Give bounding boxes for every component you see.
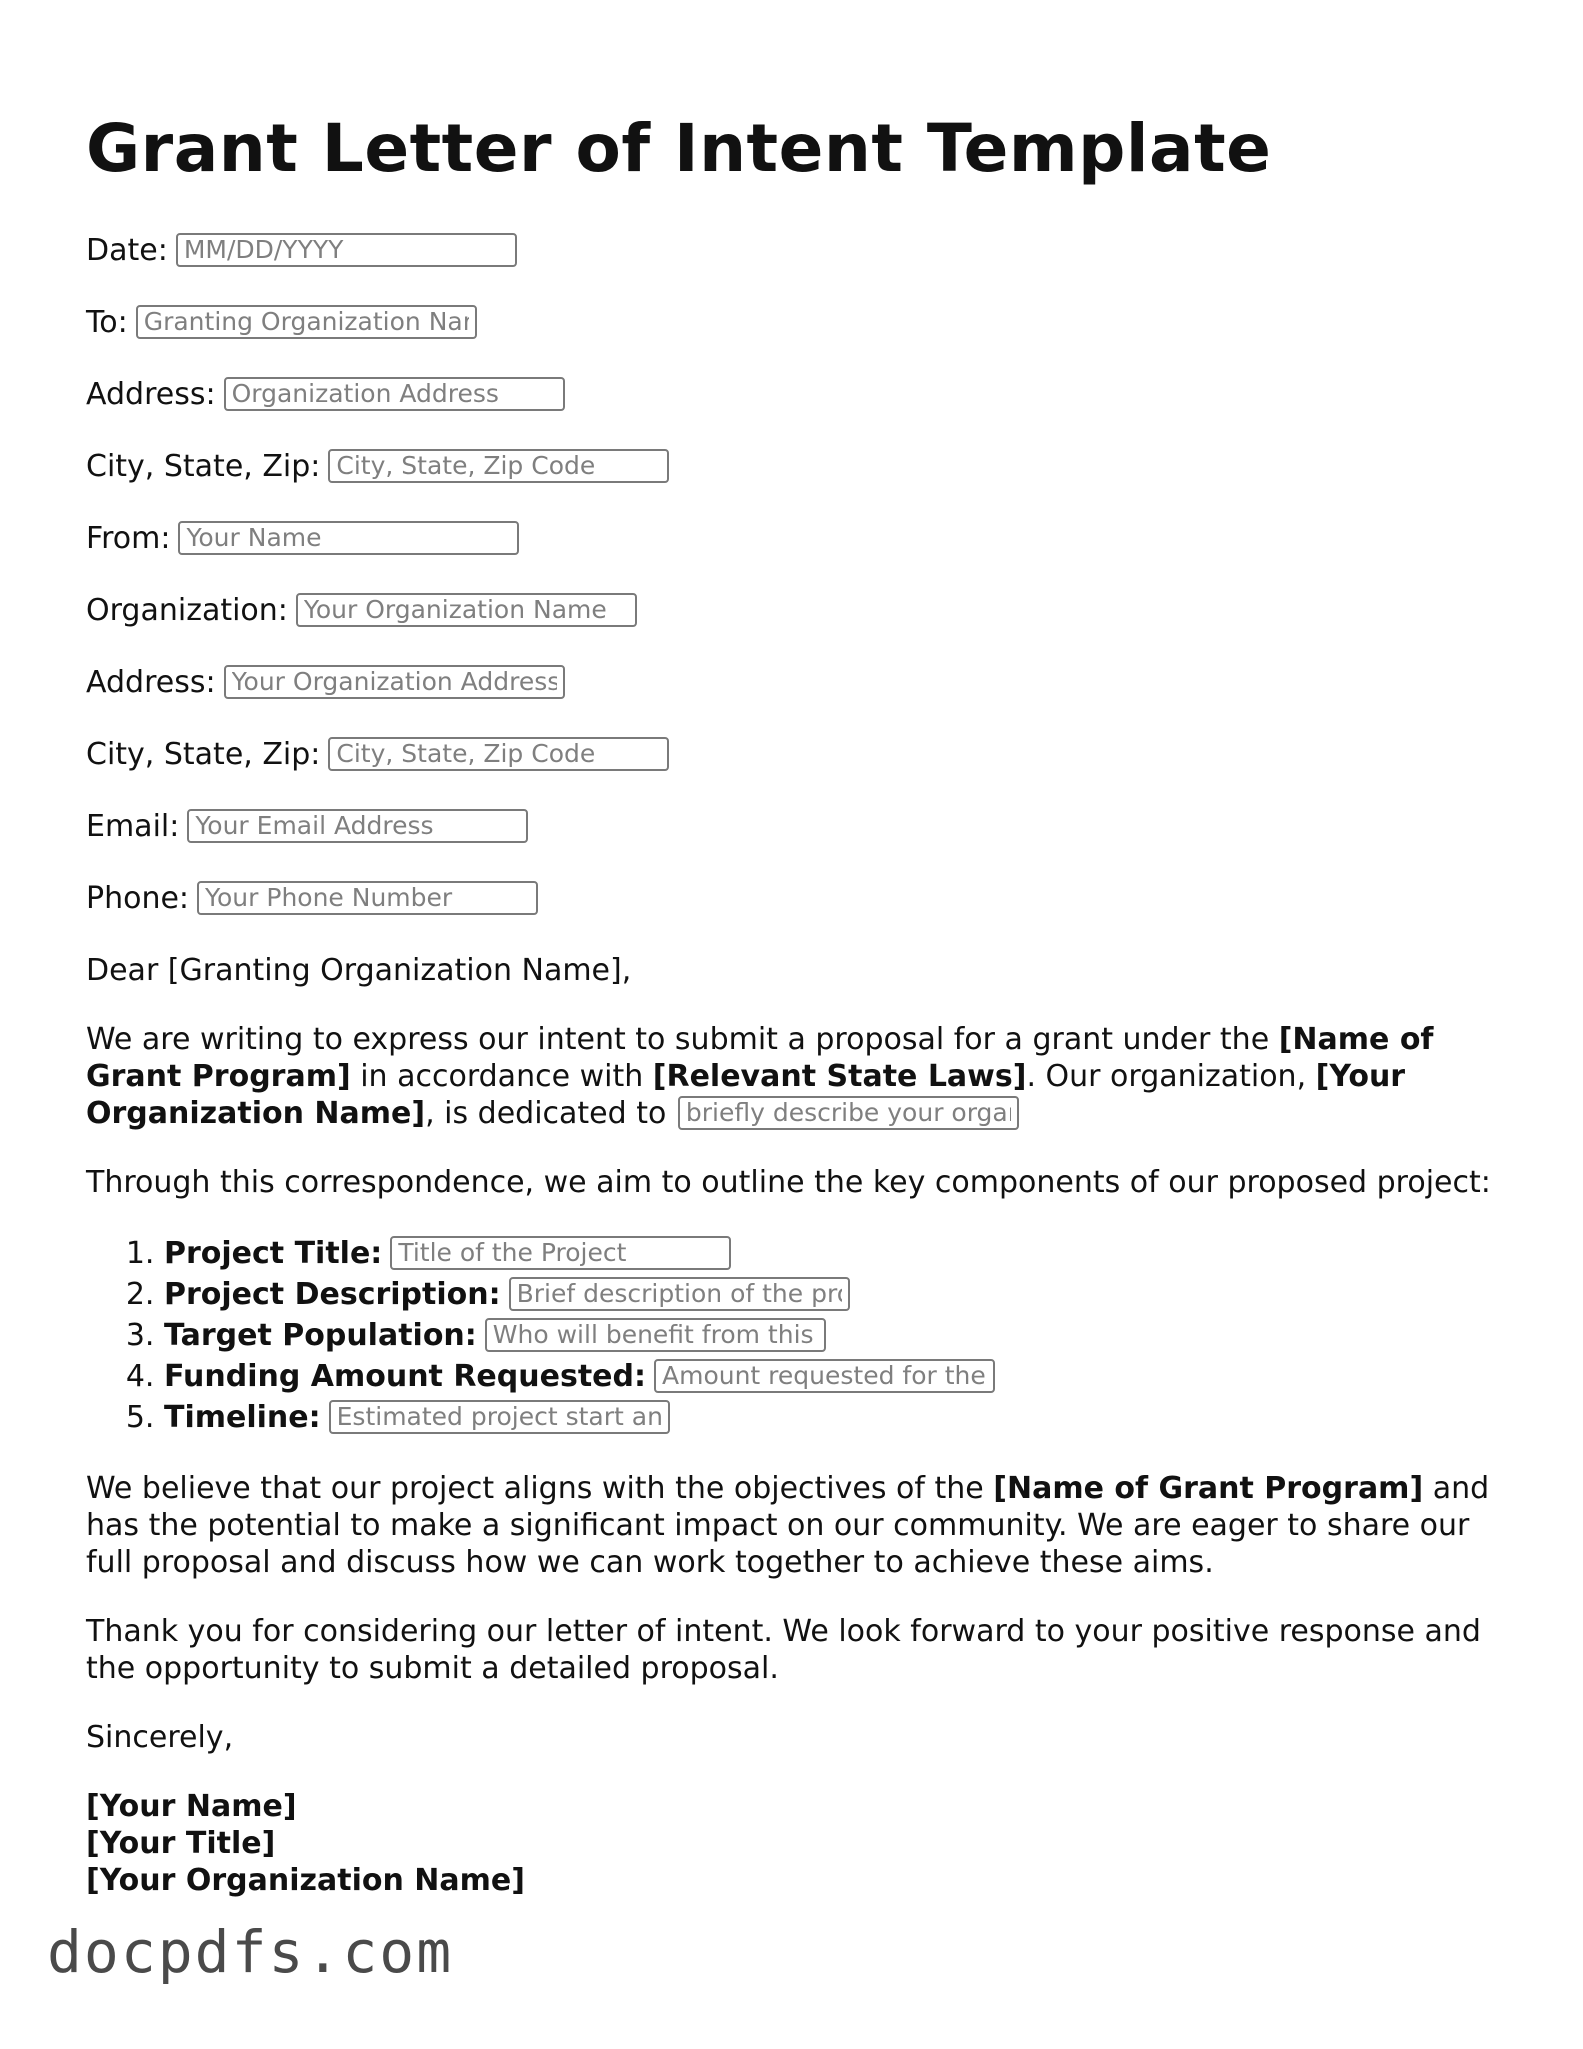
project-description-label: Project Description:	[164, 1277, 501, 1312]
email-input[interactable]	[187, 809, 528, 843]
target-population-input[interactable]	[485, 1318, 826, 1352]
watermark: docpdfs.com	[47, 1918, 454, 1986]
recipient-city-input[interactable]	[328, 449, 669, 483]
phone-input[interactable]	[197, 881, 538, 915]
recipient-city-row	[86, 448, 1496, 485]
sender-city-row	[86, 736, 1496, 773]
list-item	[164, 1397, 1496, 1438]
sender-address-row	[86, 664, 1496, 701]
project-title-input[interactable]	[390, 1236, 731, 1270]
to-input[interactable]	[136, 305, 477, 339]
list-item	[164, 1315, 1496, 1356]
date-label: Date:	[86, 233, 168, 268]
recipient-city-label: City, State, Zip:	[86, 449, 321, 484]
sender-city-input[interactable]	[328, 737, 669, 771]
recipient-address-label: Address:	[86, 377, 216, 412]
from-label: From:	[86, 521, 171, 556]
intro-grant-program: [Name of Grant Program]	[86, 1022, 1434, 1094]
intro-paragraph	[86, 1021, 1496, 1132]
date-row	[86, 232, 1496, 269]
signature-organization: [Your Organization Name]	[86, 1863, 525, 1898]
intro-state-laws: [Relevant State Laws]	[652, 1059, 1027, 1094]
salutation: Dear [Granting Organization Name],	[86, 953, 632, 988]
alignment-text-2: and has the potential to make a significant impact on our community. We are eager to share our full proposal and discuss how we can work together to achieve these aims.	[86, 1471, 1490, 1580]
from-row	[86, 520, 1496, 557]
funding-amount-input[interactable]	[654, 1359, 995, 1393]
alignment-text-1: We believe that our project aligns with the objectives of the	[86, 1471, 994, 1506]
intro-text-2: in accordance with	[350, 1059, 653, 1094]
mission-input[interactable]	[678, 1096, 1019, 1130]
list-item	[164, 1233, 1496, 1274]
target-population-label: Target Population:	[164, 1318, 477, 1353]
date-input[interactable]	[176, 233, 517, 267]
project-title-label: Project Title:	[164, 1236, 383, 1271]
timeline-label: Timeline:	[164, 1400, 321, 1435]
signature-block	[86, 1788, 1496, 1899]
list-item	[164, 1356, 1496, 1397]
sender-address-input[interactable]	[224, 665, 565, 699]
intro-text-3: . Our organization,	[1026, 1059, 1316, 1094]
signature-title: [Your Title]	[86, 1826, 276, 1861]
recipient-address-input[interactable]	[224, 377, 565, 411]
project-components-list	[86, 1233, 1496, 1438]
phone-row	[86, 880, 1496, 917]
page-title: Grant Letter of Intent Template	[86, 110, 1272, 187]
sender-address-label: Address:	[86, 665, 216, 700]
organization-row	[86, 592, 1496, 629]
email-label: Email:	[86, 809, 180, 844]
funding-amount-label: Funding Amount Requested:	[164, 1359, 646, 1394]
signature-name: [Your Name]	[86, 1789, 297, 1824]
to-row	[86, 304, 1496, 341]
email-row	[86, 808, 1496, 845]
intro-text-1: We are writing to express our intent to submit a proposal for a grant under the	[86, 1022, 1279, 1057]
project-description-input[interactable]	[509, 1277, 850, 1311]
intro-organization-name: [Your Organization Name]	[86, 1059, 1406, 1131]
alignment-grant-program: [Name of Grant Program]	[993, 1471, 1424, 1506]
recipient-address-row	[86, 376, 1496, 413]
timeline-input[interactable]	[329, 1400, 670, 1434]
thanks-paragraph: Thank you for considering our letter of intent. We look forward to your positive response and the opportunity to submit a detailed proposal.	[86, 1614, 1481, 1686]
letter-page	[86, 104, 1496, 1899]
list-item	[164, 1274, 1496, 1315]
closing: Sincerely,	[86, 1720, 234, 1755]
outline-paragraph: Through this correspondence, we aim to outline the key components of our proposed project:	[86, 1165, 1491, 1200]
alignment-paragraph	[86, 1470, 1496, 1581]
organization-input[interactable]	[296, 593, 637, 627]
intro-text-4: , is dedicated to	[425, 1096, 676, 1131]
from-input[interactable]	[178, 521, 519, 555]
phone-label: Phone:	[86, 881, 190, 916]
organization-label: Organization:	[86, 593, 288, 628]
to-label: To:	[86, 305, 128, 340]
sender-city-label: City, State, Zip:	[86, 737, 321, 772]
